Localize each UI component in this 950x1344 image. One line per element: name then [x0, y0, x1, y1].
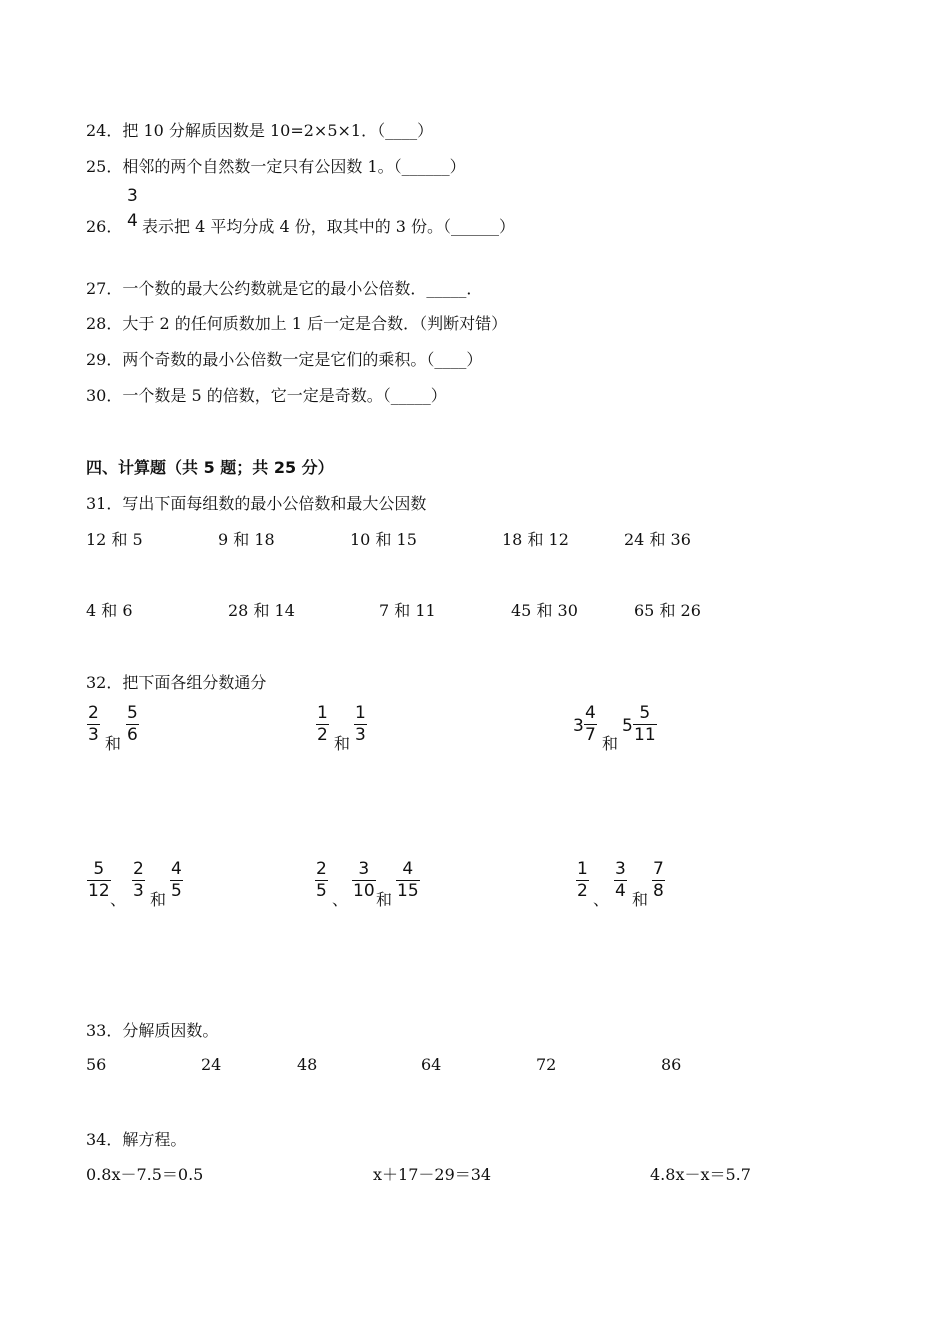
fraction: $\frac{1}{2}$: [317, 703, 328, 745]
fraction: $\frac{1}{3}$: [355, 703, 366, 745]
equation: x＋17－29＝34: [373, 1165, 492, 1184]
fraction: $\frac{4}{5}$: [171, 859, 182, 901]
number-pair: 4 和 6: [86, 601, 133, 620]
number: 48: [297, 1055, 318, 1074]
fraction: $\frac{5}{6}$: [127, 703, 138, 745]
question-26-text: 表示把 4 平均分成 4 份，取其中的 3 份。（______）: [142, 217, 516, 236]
number-pair: 18 和 12: [502, 530, 569, 549]
answer-blank: _____: [426, 279, 467, 298]
fraction: $\frac{2}{3}$: [133, 859, 144, 901]
fraction: $\frac{2}{5}$: [316, 859, 327, 901]
number: 64: [421, 1055, 442, 1074]
number-pair: 28 和 14: [228, 601, 295, 620]
fraction: $\frac{7}{8}$: [653, 859, 664, 901]
question-34-prompt: 34．解方程。: [86, 1130, 187, 1149]
question-32-prompt: 32．把下面各组分数通分: [86, 673, 267, 692]
question-31-prompt: 31．写出下面每组数的最小公倍数和最大公因数: [86, 494, 427, 513]
fraction: $\frac{4}{15}$: [397, 859, 419, 901]
question-27: 27．一个数的最大公约数就是它的最小公倍数．_____．: [86, 279, 483, 298]
number-pair: 24 和 36: [624, 530, 691, 549]
number-pair: 7 和 11: [379, 601, 436, 620]
question-28: 28．大于 2 的任何质数加上 1 后一定是合数．（判断对错）: [86, 314, 508, 333]
number-pair: 45 和 30: [511, 601, 578, 620]
equation: 0.8x－7.5＝0.5: [86, 1165, 204, 1184]
question-26-number: 26．: [86, 217, 123, 236]
number: 72: [536, 1055, 557, 1074]
section-4-title: 四、计算题（共 5 题；共 25 分）: [86, 458, 334, 477]
number-pair: 10 和 15: [350, 530, 417, 549]
question-29: 29．两个奇数的最小公倍数一定是它们的乘积。（____）: [86, 350, 483, 369]
fraction-3-4: 3 4: [127, 186, 138, 231]
fraction: $\frac{1}{2}$: [577, 859, 588, 901]
fraction: $\frac{3}{4}$: [615, 859, 626, 901]
fraction: $\frac{3}{10}$: [353, 859, 375, 901]
question-24: 24．把 10 分解质因数是 10=2×5×1．（____）: [86, 121, 434, 140]
number: 24: [201, 1055, 222, 1074]
fraction: $\frac{2}{3}$: [88, 703, 99, 745]
question-30: 30．一个数是 5 的倍数，它一定是奇数。（_____）: [86, 386, 447, 405]
question-33-prompt: 33．分解质因数。: [86, 1021, 219, 1040]
number-pair: 9 和 18: [218, 530, 275, 549]
number-pair: 12 和 5: [86, 530, 143, 549]
mixed-fraction: $\frac{4}{7}$: [585, 703, 596, 745]
number-pair: 65 和 26: [634, 601, 701, 620]
equation: 4.8x－x＝5.7: [650, 1165, 751, 1184]
question-25: 25．相邻的两个自然数一定只有公因数 1。（______）: [86, 157, 466, 176]
mixed-fraction: $\frac{5}{11}$: [634, 703, 656, 745]
number: 86: [661, 1055, 682, 1074]
number: 56: [86, 1055, 107, 1074]
fraction: $\frac{5}{12}$: [88, 859, 110, 901]
